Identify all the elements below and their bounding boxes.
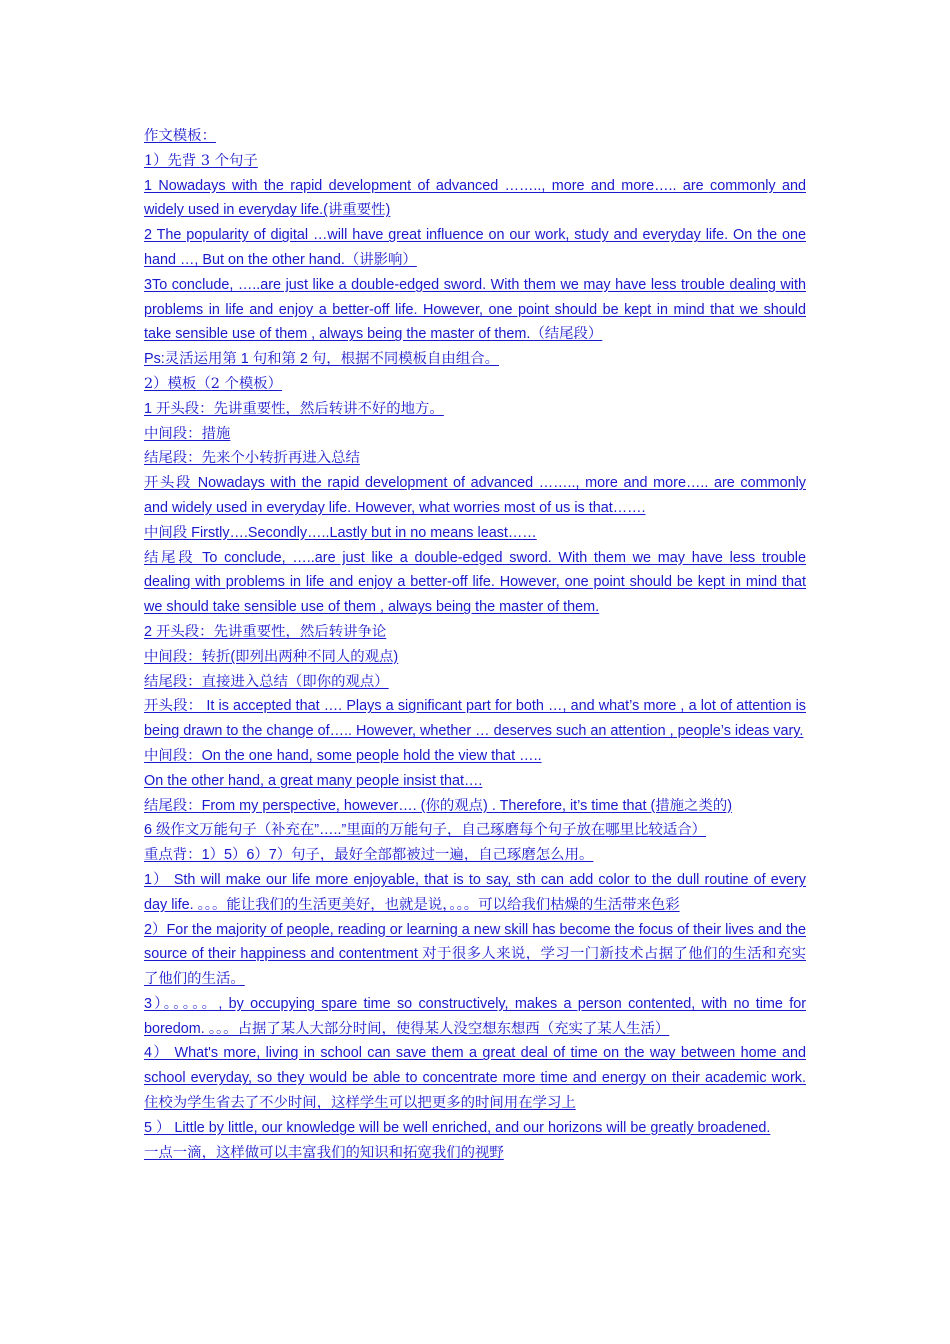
section-title: 作文模板：: [144, 128, 216, 144]
template-paragraph: 开头段： It is accepted that …. Plays a significant part for both …, and what’s more , a lot of attention is being drawn to the change of….. However, whether … deserves such an attention , people’s ideas vary.: [144, 698, 806, 740]
template-paragraph: 中间段：On the one hand, some people hold the view that …..: [144, 747, 542, 764]
template-paragraph: 开头段 Nowadays with the rapid development of advanced …….., more and more….. are commonly and widely used in everyday life. However, what worries most of us is that…….: [144, 475, 806, 516]
document-body: [144, 124, 806, 1165]
template-sentence: 1 Nowadays with the rapid development of advanced …….., more and more….. are commonly and widely used in everyday life.(讲重要性): [144, 177, 806, 219]
template-outline: 结尾段：先来个小转折再进入总结: [144, 450, 360, 467]
template-sentence: 2 The popularity of digital …will have great influence on our work, study and everyday life. On the one hand …, But on the other hand.（讲影响）: [144, 227, 806, 268]
phrase-item: 2）For the majority of people, reading or learning a new skill has become the focus of their lives and the source of their happiness and contentment 对于很多人来说，学习一门新技术占据了他们的生活和充实了他们的生活。: [144, 921, 806, 988]
template-outline: 中间段：措施: [144, 425, 231, 442]
phrase-item: 4） What's more, living in school can save them a great deal of time on the way between home and school everyday, so they would be able to concentrate more time and energy on their academic work. 住校为学生省去了不少时间，这样学生可以把更多的时间用在学习上: [144, 1045, 806, 1112]
phrase-item: 5 ） Little by little, our knowledge will be well enriched, and our horizons will be greatly broadened.: [144, 1119, 771, 1136]
template-outline: 1 开头段：先讲重要性，然后转讲不好的地方。: [144, 400, 444, 417]
note-line: Ps:灵活运用第 1 句和第 2 句，根据不同模板自由组合。: [144, 351, 499, 368]
template-outline: 2 开头段：先讲重要性，然后转讲争论: [144, 623, 387, 640]
section-note: 重点背：1）5）6）7）句子，最好全部都被过一遍，自己琢磨怎么用。: [144, 847, 594, 864]
template-outline: 结尾段：直接进入总结（即你的观点）: [144, 673, 389, 690]
phrase-translation: 一点一滴，这样做可以丰富我们的知识和拓宽我们的视野: [144, 1144, 504, 1161]
phrase-item: 1） Sth will make our life more enjoyable, that is to say, sth can add color to the dull routine of every day life. 。。。能让我们的生活更美好，也就是说，。。。可以给我们枯燥的生活带来色彩: [144, 871, 806, 913]
template-paragraph: 结尾段 To conclude, …..are just like a double-edged sword. With them we may have less trouble dealing with problems in life and enjoy a better-off life. However, one point should be kept in mind that we should take sensible use of them , always being the master of them.: [144, 549, 806, 616]
template-paragraph: 结尾段：From my perspective, however…. (你的观点) . Therefore, it’s time that (措施之类的): [144, 797, 732, 814]
step-heading: 1）先背 3 个句子: [144, 152, 258, 169]
template-outline: 中间段：转折(即列出两种不同人的观点): [144, 648, 399, 665]
section-heading: 6 级作文万能句子（补充在”…..”里面的万能句子，自己琢磨每个句子放在哪里比较适合）: [144, 822, 707, 839]
template-paragraph: 中间段 Firstly….Secondly…..Lastly but in no means least……: [144, 524, 537, 541]
template-paragraph: On the other hand, a great many people insist that….: [144, 772, 483, 789]
phrase-item: 3）。。。。。, by occupying spare time so constructively, makes a person contented, with no time for boredom. 。。。占据了某人大部分时间，使得某人没空想东想西（充实了某人生活）: [144, 995, 806, 1037]
step-heading: 2）模板（2 个模板）: [144, 375, 283, 392]
template-sentence: 3To conclude, …..are just like a double-edged sword. With them we may have less trouble dealing with problems in life and enjoy a better-off life. However, one point should be kept in mind that we should take sensible use of them , always being the master of them.（结尾段）: [144, 276, 806, 343]
